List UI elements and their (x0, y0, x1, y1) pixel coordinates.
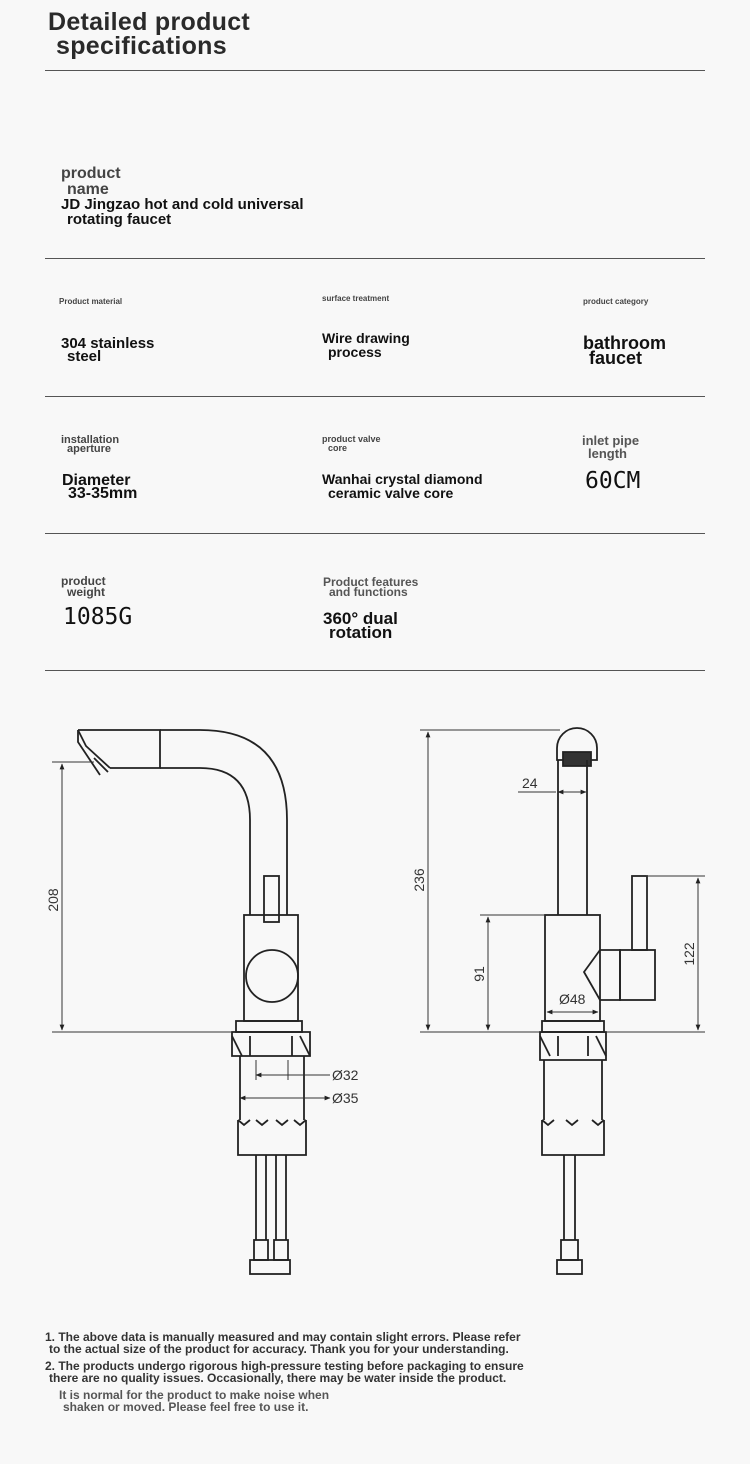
valve-value: Wanhai crystal diamond ceramic valve core (322, 471, 483, 501)
weight-label: product weight (61, 574, 106, 599)
divider (45, 70, 705, 71)
dim-24: 24 (522, 775, 538, 791)
dim-91: 91 (471, 966, 487, 982)
note-3: It is normal for the product to make noise when shaken or moved. Please feel free to use it. (59, 1388, 330, 1414)
valve-label: product valve core (322, 434, 381, 453)
category-value: bathroom faucet (583, 333, 666, 368)
note-2: 2. The products undergo rigorous high-pressure testing before packaging to ensure there are no quality issues. Occasionally, there may be water inside the product. (45, 1359, 524, 1385)
aperture-label: installation aperture (61, 434, 120, 455)
weight-value: 1085G (63, 604, 133, 630)
note-1: 1. The above data is manually measured and may contain slight errors. Please refer to the actual size of the product for accuracy. Thank you for your understanding. (45, 1330, 521, 1356)
inlet-value: 60CM (585, 468, 641, 494)
surface-value: Wire drawing process (322, 330, 410, 360)
page-title-line1: Detailed product (48, 8, 251, 36)
features-label: Product features and functions (323, 575, 419, 599)
product-name-value: JD Jingzao hot and cold universal rotating faucet (61, 196, 304, 228)
dim-d48: Ø48 (559, 991, 586, 1007)
dim-208: 208 (45, 888, 61, 912)
category-label: product category (583, 297, 649, 306)
dim-d32: Ø32 (332, 1067, 359, 1083)
dim-122: 122 (681, 942, 697, 966)
divider (45, 258, 705, 259)
faucet-technical-drawing (0, 700, 750, 1290)
features-value: 360° dual rotation (323, 609, 398, 642)
surface-label: surface treatment (322, 294, 390, 303)
side-view-faucet (78, 730, 310, 1274)
dim-236: 236 (411, 868, 427, 892)
product-name-label: product name (61, 165, 121, 198)
divider (45, 533, 705, 534)
material-label: Product material (59, 297, 123, 306)
notes (45, 1331, 665, 1418)
aperture-value: Diameter 33-35mm (62, 472, 138, 502)
page-title-line2: specifications (56, 32, 227, 60)
inlet-label: inlet pipe length (582, 433, 640, 461)
material-value: 304 stainless steel (61, 335, 155, 365)
divider (45, 670, 705, 671)
front-view-faucet (540, 728, 655, 1274)
page-title (48, 10, 250, 58)
divider (45, 396, 705, 397)
dim-d35: Ø35 (332, 1090, 359, 1106)
